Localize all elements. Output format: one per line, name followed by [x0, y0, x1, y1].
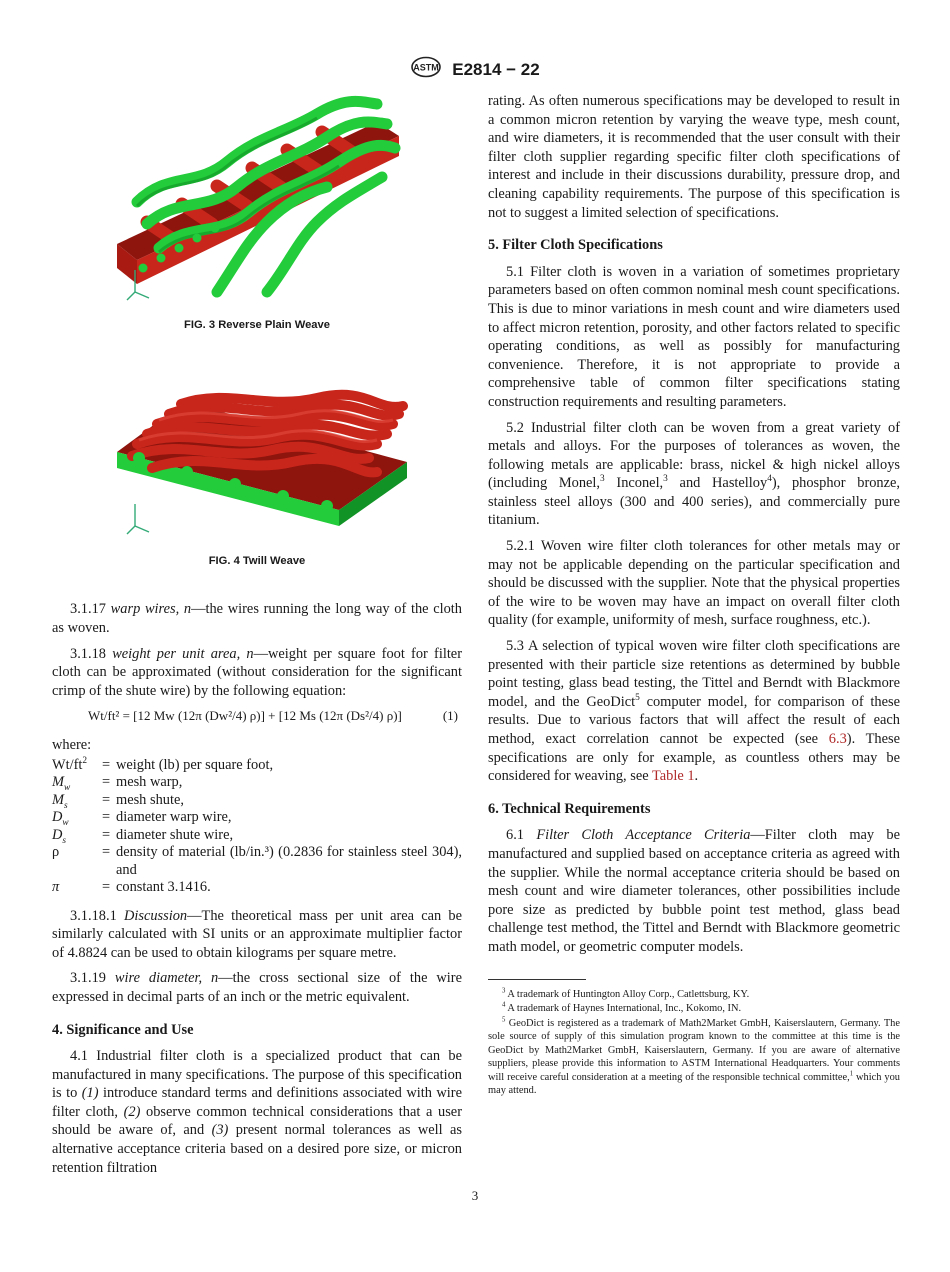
variable-definitions [52, 757, 462, 897]
paragraph-4-1: 4.1 Industrial filter cloth is a specialized product that can be manufactured in many specifications. The purpose of this specification is to (1) introduce standard terms and definitions associated with wire filter cloth, (2) observe common technical considerations that a user should be aware of, and (3) present normal tolerances as well as alternative acceptance criteria based on a desired pore size, or micron retention filtration [52, 1048, 462, 1176]
figure-4 [52, 340, 462, 570]
variable-definition: constant 3.1416. [116, 879, 211, 896]
paragraph-3-1-17: 3.1.17 warp wires, n—the wires running the long way of the cloth as woven. [52, 601, 462, 636]
right-column [488, 92, 900, 1099]
figure-3-caption: FIG. 3 Reverse Plain Weave [184, 318, 330, 331]
astm-logo-icon [410, 56, 442, 83]
variable-equals: = [101, 809, 111, 826]
paragraph-5-2-1: 5.2.1 Woven wire filter cloth tolerances for other metals may or may not be applicable depending on the particular specification and should be discussed with the supplier. Note that the physical properties of the wire to be woven may have an impact on overall filter cloth quality (for example, uniformity of mesh, surface roughness, etc.). [488, 538, 900, 629]
figure-3 [52, 92, 462, 334]
paragraph-3-1-19: 3.1.19 wire diameter, n—the cross sectional size of the wire expressed in decimal parts of an inch or the metric equivalent. [52, 970, 462, 1005]
variable-symbol: $M_w$ [52, 774, 71, 793]
footnote-5: $^5$ GeoDict is registered as a trademark of Math2Market GmbH, Kaiserslautern, Germany. The sole source of supply of this simulation program known to the committee at this time is the GeoDict by Math2Market GmbH, Kaiserslautern, Germany. If you are aware of alternative suppliers, please provide this information to ASTM International Headquarters. Your comments will receive careful consideration at a meeting of the responsible technical committee,$^1$ which you may attend. [488, 1016, 900, 1097]
variable-equals: = [101, 826, 111, 843]
variable-row [52, 827, 462, 845]
equation-1 [52, 707, 462, 726]
variable-definition: diameter warp wire, [116, 809, 232, 826]
variable-definition: weight (lb) per square foot, [116, 756, 274, 773]
paragraph-3-1-18-1: 3.1.18.1 Discussion—The theoretical mass per unit area can be similarly calculated with SI units or an approximate multiplier factor of 4.8824 can be used to obtain kilograms per square metre. [52, 907, 462, 961]
equation-number: (1) [442, 708, 458, 724]
page-header [0, 56, 950, 83]
variable-symbol: ρ [52, 844, 60, 861]
document-id: E2814 − 22 [452, 59, 540, 79]
variable-row [52, 792, 462, 810]
section-6-title: 6. Technical Requirements [488, 800, 651, 817]
paragraph-5-2: 5.2 Industrial filter cloth can be woven from a great variety of metals and alloys. For the purposes of tolerances as woven, the following metals are applicable: brass, nickel & high nickel alloys (including Monel,$^3$ Inconel,$^3$ and Hastelloy$^4$), phosphor bronze, stainless steel alloys (300 and 400 series), and commercially pure titanium. [488, 419, 900, 529]
page-number: 3 [471, 1188, 479, 1203]
variable-row [52, 844, 462, 879]
variable-row [52, 879, 462, 897]
variable-symbol: $M_s$ [52, 791, 68, 811]
variable-symbol: $D_w$ [52, 809, 69, 828]
twill-weave-image [77, 340, 437, 540]
footnotes [488, 988, 900, 1098]
variable-row [52, 809, 462, 827]
equation-text: Wt/ft² = [12 Mw (12π (Dw²/4) ρ)] + [12 Ms (12π (Ds²/4) ρ)] [88, 708, 402, 724]
link-table-1[interactable]: Table 1 [651, 768, 695, 785]
variable-symbol: π [52, 879, 60, 896]
variable-definition: mesh shute, [116, 791, 184, 808]
variable-definition: mesh warp, [116, 774, 183, 791]
reverse-plain-weave-image [77, 92, 437, 304]
variable-row [52, 757, 462, 775]
paragraph-5-3: 5.3 A selection of typical woven wire filter cloth specifications are presented with their particle size retentions as determined by bubble point testing, glass bead testing, the Tittel and Berndt with Blackmore model, and the GeoDict$^5$ computer model, for comparison of these results. Due to various factors that will affect the result of each method, exact correlation cannot be expected (see 6.3). These specifications are only for example, as countless others may be considered for weaving, see Table 1. [488, 638, 900, 785]
section-5-title: 5. Filter Cloth Specifications [488, 237, 663, 254]
figure-4-caption: FIG. 4 Twill Weave [208, 554, 306, 567]
footnote-4: $^4$ A trademark of Haynes International, Inc., Kokomo, IN. [502, 1001, 742, 1015]
variable-symbol: $Wt/ft^2$ [52, 755, 88, 773]
variable-symbol: $D_s$ [52, 826, 67, 846]
variable-equals: = [101, 844, 111, 861]
footnote-3: $^3$ A trademark of Huntington Alloy Corp., Catlettsburg, KY. [502, 987, 750, 1000]
where-label: where: [52, 736, 92, 753]
left-column [52, 92, 462, 1184]
paragraph-4-1-continued: rating. As often numerous specifications may be developed to result in a common micron retention by varying the weave type, mesh count, and wire diameters, it is recommended that the user consult with their filter cloth supplier regarding specific filter cloth specifications of interest and include in their discussions durability, pressure drop, and cleaning capability requirements. The purpose of this specification is not to suggest a limited selection of specifications. [488, 93, 900, 221]
variable-definition: density of material (lb/in.³) (0.2836 for stainless steel 304), and [116, 844, 462, 878]
variable-equals: = [101, 791, 111, 808]
svg-text:ASTM: ASTM [413, 62, 440, 73]
variable-row [52, 774, 462, 792]
paragraph-3-1-18: 3.1.18 weight per unit area, n—weight per square foot for filter cloth can be approximated (without consideration for the significant crimp of the shute wire) by the following equation: [52, 645, 462, 699]
variable-equals: = [101, 756, 111, 773]
paragraph-5-1: 5.1 Filter cloth is woven in a variation of sometimes proprietary parameters based on often common nominal mesh count specifications. This is due to minor variations in mesh count and wire diameters used to affect micron retention, porosity, and other factors related to specific operating conditions, as well as possibly for manufacturing convenience. Therefore, it is not appropriate to provide a comprehensive table of common filter specifications stating construction requirements and resulting parameters. [488, 263, 900, 410]
section-4-title: 4. Significance and Use [52, 1021, 194, 1038]
link-section-6-3[interactable]: 6.3 [828, 731, 847, 747]
variable-equals: = [101, 774, 111, 791]
paragraph-6-1: 6.1 Filter Cloth Acceptance Criteria—Filter cloth may be manufactured and supplied based on acceptance criteria as agreed with the supplier. While the normal acceptance criteria should be based on mesh count and wire diameter tolerances, other possibilities include pore size as predicted by bubble point test method, glass bead challenge test method, the Tittel and Berndt with Blackmore geometric math model, or geometric computer models. [488, 827, 901, 955]
variable-definition: diameter shute wire, [116, 826, 234, 843]
footnote-divider [488, 979, 586, 980]
variable-equals: = [101, 879, 111, 896]
